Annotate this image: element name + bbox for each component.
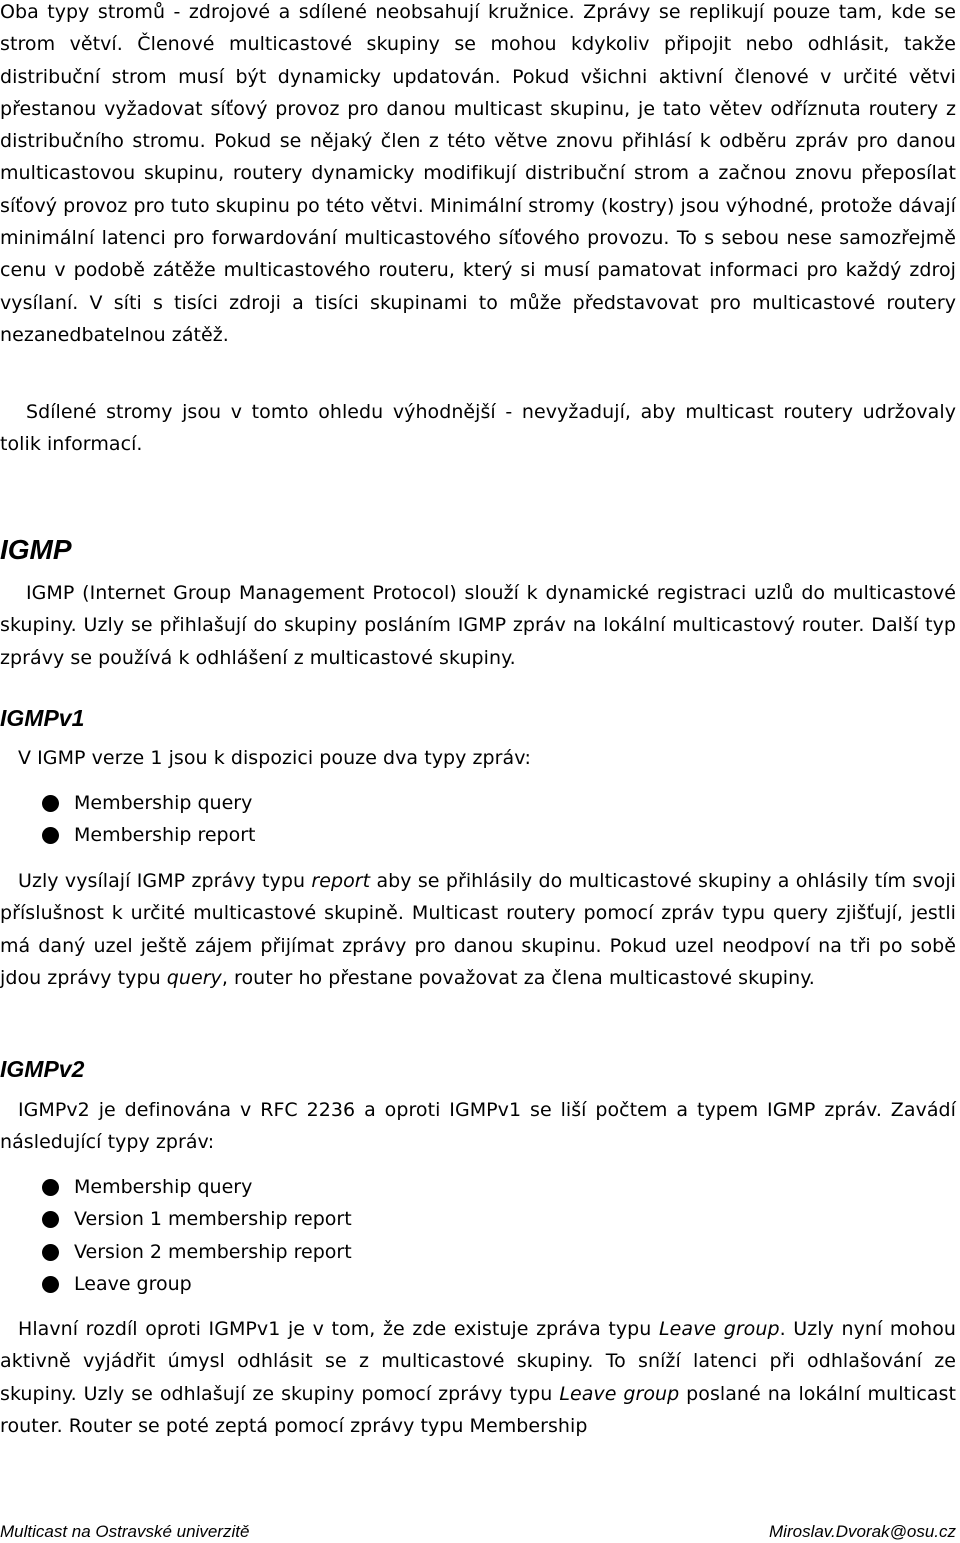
- footer-title: Multicast na Ostravské univerzitě: [0, 1522, 250, 1541]
- bullet-icon: [42, 795, 59, 812]
- list-item: Version 2 membership report: [0, 1236, 352, 1268]
- paragraph-shared-trees: Sdílené stromy jsou v tomto ohledu výhodnější - nevyžadují, aby multicast routery udržovaly tolik informací.: [0, 401, 956, 456]
- bullet-icon: [42, 1211, 59, 1228]
- list-item: Version 1 membership report: [0, 1203, 352, 1235]
- paragraph-trees: Oba typy stromů - zdrojové a sdílené neobsahují kružnice. Zprávy se replikují pouze tam, kde se strom větví. Členové multicastové skupiny se mohou kdykoliv připojit nebo odhlásit, takže distribuční strom musí být dynamicky updatován. Pokud všichni aktivní členové v určité větvi přestanou vyžadovat síťový provoz pro danou multicast skupinu, je tato větev odříznuta routery z distribučního stromu. Pokud se nějaký člen z této větve znovu přihlásí k odběru zpráv pro danou multicastovou skupinu, routery dynamicky modifikují distribuční strom a začnou znovu přeposílat síťový provoz pro tuto skupinu po této větvi. Minimální stromy (kostry) jsou výhodné, protože dávají minimální latenci pro forwardování multicastového síťového provozu. To s sebou nese samozřejmě cenu v podobě zátěže multicastového routeru, který si musí pamatovat informaci pro každý zdroj vysílaní. V síti s tisíci zdroji a tisíci skupinami to může představovat pro multicastové routery nezanedbatelnou zátěž.: [0, 1, 956, 346]
- heading-igmpv1: IGMPv1: [0, 705, 85, 731]
- list-item: Membership query: [0, 787, 256, 819]
- bullet-icon: [42, 1276, 59, 1293]
- igmpv2-message-list: [0, 1171, 352, 1300]
- list-item: Membership query: [0, 1171, 352, 1203]
- heading-igmpv2: IGMPv2: [0, 1056, 85, 1082]
- list-item: Membership report: [0, 819, 256, 851]
- footer-email: Miroslav.Dvorak@osu.cz: [769, 1522, 956, 1541]
- bullet-icon: [42, 1179, 59, 1196]
- paragraph-igmpv2-intro: IGMPv2 je definována v RFC 2236 a oproti IGMPv1 se liší počtem a typem IGMP zpráv. Zavádí následující typy zpráv:: [0, 1099, 956, 1154]
- paragraph-igmpv1-intro: V IGMP verze 1 jsou k dispozici pouze dva typy zpráv:: [18, 747, 531, 769]
- bullet-icon: [42, 1244, 59, 1261]
- paragraph-igmpv2-body: Hlavní rozdíl oproti IGMPv1 je v tom, že zde existuje zpráva typu Leave group. Uzly nyní mohou aktivně vyjádřit úmysl odhlásit se z multicastové skupiny. To sníží latenci při odhlašování ze skupiny. Uzly se odhlašují ze skupiny pomocí zprávy typu Leave group poslané na lokální multicast router. Router se poté zeptá pomocí zprávy typu Membership: [0, 1318, 957, 1437]
- bullet-icon: [42, 827, 59, 844]
- list-item: Leave group: [0, 1268, 352, 1300]
- igmpv1-message-list: [0, 787, 256, 852]
- paragraph-igmpv1-body: Uzly vysílají IGMP zprávy typu report aby se přihlásily do multicastové skupiny a ohlásily tím svoji příslušnost k určité multicastové skupině. Multicast routery pomocí zpráv typu query zjišťují, jestli má daný uzel ještě zájem přijímat zprávy pro danou skupinu. Pokud uzel neodpoví na tři po sobě jdou zprávy typu query, router ho přestane považovat za člena multicastové skupiny.: [0, 870, 956, 989]
- heading-igmp: IGMP: [0, 534, 72, 565]
- paragraph-igmp: IGMP (Internet Group Management Protocol) slouží k dynamické registraci uzlů do multicastové skupiny. Uzly se přihlašují do skupiny posláním IGMP zpráv na lokální multicastový router. Další typ zprávy se používá k odhlášení z multicastové skupiny.: [0, 582, 956, 669]
